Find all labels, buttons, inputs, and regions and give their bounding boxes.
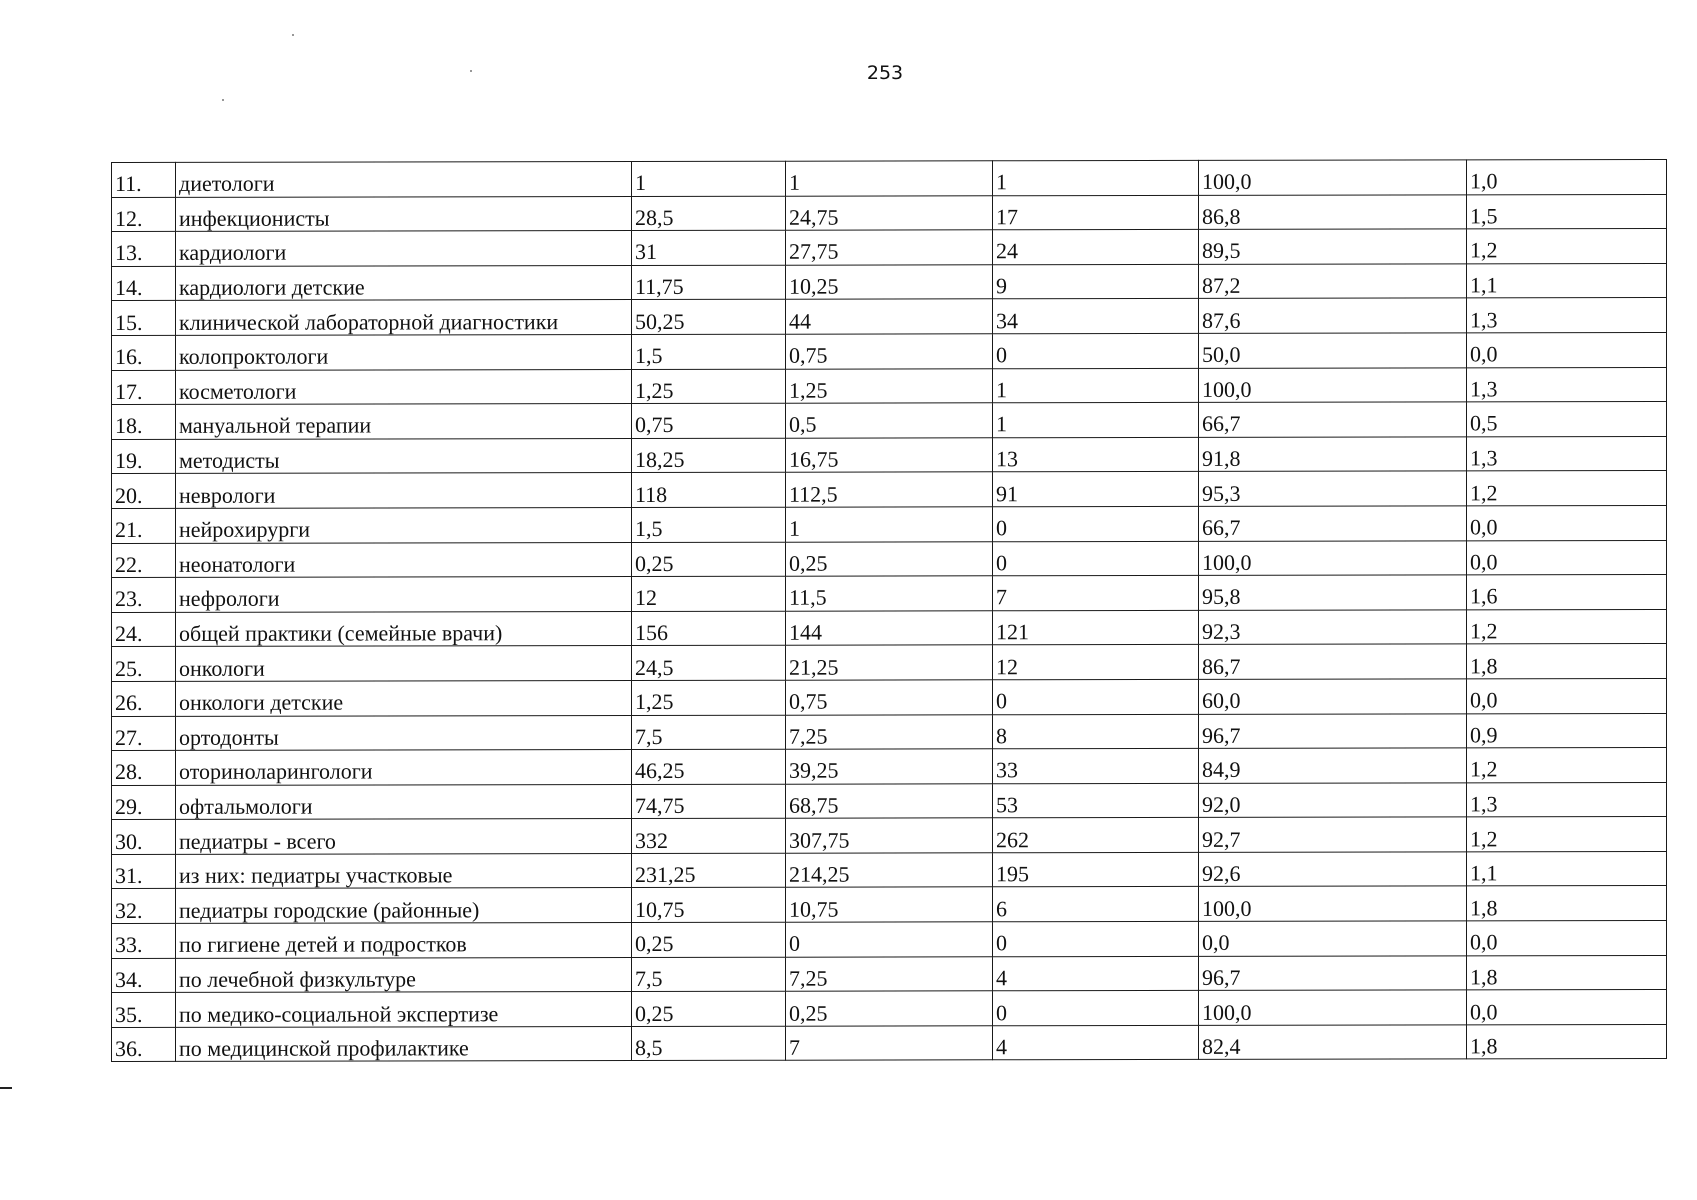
value-c-cell: 0 [993,679,1199,714]
value-d-cell: 91,8 [1199,437,1467,472]
value-b-cell: 112,5 [786,472,993,507]
row-number-cell: 17. [112,370,176,405]
row-number-cell: 22. [112,543,176,578]
specialty-name-cell: нефрологи [176,577,632,612]
table-row [112,955,1667,993]
value-b-cell: 307,75 [786,818,993,853]
value-e-cell: 1,2 [1467,471,1667,506]
table-row [112,678,1667,716]
table-row [112,609,1667,647]
value-a-cell: 118 [632,473,786,508]
value-c-cell: 0 [993,506,1199,541]
table-row [112,160,1667,198]
value-d-cell: 96,7 [1199,956,1467,991]
specialty-name-cell: неонатологи [176,542,632,577]
specialists-table [111,159,1667,1062]
value-a-cell: 31 [632,230,786,265]
value-d-cell: 66,7 [1199,402,1467,437]
specialty-name-cell: кардиологи [176,231,632,266]
value-c-cell: 33 [993,749,1199,784]
specialty-name-cell: по медицинской профилактике [176,1026,632,1061]
value-e-cell: 0,0 [1467,332,1667,367]
specialty-name-cell: педиатры городские (районные) [176,888,632,923]
specialty-name-cell: мануальной терапии [176,404,632,439]
value-b-cell: 11,5 [786,576,993,611]
value-d-cell: 100,0 [1199,367,1467,402]
value-b-cell: 39,25 [786,749,993,784]
value-b-cell: 214,25 [786,853,993,888]
value-e-cell: 0,0 [1467,990,1667,1025]
value-d-cell: 87,2 [1199,264,1467,299]
value-d-cell: 66,7 [1199,506,1467,541]
specialty-name-cell: клинической лабораторной диагностики [176,300,632,335]
row-number-cell: 36. [112,1027,176,1062]
value-e-cell: 1,0 [1467,160,1667,195]
specialty-name-cell: методисты [176,438,632,473]
row-number-cell: 32. [112,889,176,924]
value-b-cell: 10,75 [786,887,993,922]
scan-speck [470,70,472,72]
value-d-cell: 100,0 [1199,540,1467,575]
value-d-cell: 95,8 [1199,575,1467,610]
value-a-cell: 7,5 [632,957,786,992]
value-d-cell: 60,0 [1199,679,1467,714]
value-c-cell: 12 [993,645,1199,680]
row-number-cell: 30. [112,820,176,855]
value-e-cell: 1,5 [1467,194,1667,229]
value-e-cell: 1,2 [1467,609,1667,644]
value-a-cell: 1,25 [632,680,786,715]
value-b-cell: 0,5 [786,403,993,438]
value-d-cell: 100,0 [1199,160,1467,195]
value-a-cell: 50,25 [632,300,786,335]
value-c-cell: 4 [993,956,1199,991]
table-row [112,471,1667,509]
value-a-cell: 24,5 [632,646,786,681]
value-a-cell: 0,75 [632,403,786,438]
specialty-name-cell: ортодонты [176,715,632,750]
value-c-cell: 0 [993,991,1199,1026]
table-row [112,540,1667,578]
value-e-cell: 1,2 [1467,229,1667,264]
value-e-cell: 0,9 [1467,713,1667,748]
value-b-cell: 1 [786,507,993,542]
specialty-name-cell: по медико-социальной экспертизе [176,992,632,1027]
specialty-name-cell: нейрохирурги [176,507,632,542]
value-c-cell: 0 [993,541,1199,576]
row-number-cell: 33. [112,923,176,958]
table-row [112,229,1667,267]
value-c-cell: 17 [993,195,1199,230]
table-row [112,817,1667,855]
value-a-cell: 1,5 [632,507,786,542]
value-d-cell: 92,0 [1199,783,1467,818]
value-d-cell: 92,6 [1199,852,1467,887]
value-a-cell: 0,25 [632,922,786,957]
value-a-cell: 332 [632,818,786,853]
specialty-name-cell: педиатры - всего [176,819,632,854]
value-b-cell: 0,25 [786,541,993,576]
specialty-name-cell: инфекционисты [176,196,632,231]
specialty-name-cell: по лечебной физкультуре [176,957,632,992]
value-e-cell: 1,2 [1467,817,1667,852]
table-row [112,436,1667,474]
specialty-name-cell: диетологи [176,162,632,197]
value-c-cell: 4 [993,1025,1199,1060]
row-number-cell: 29. [112,785,176,820]
scan-edge-mark [0,1087,12,1089]
row-number-cell: 19. [112,439,176,474]
row-number-cell: 34. [112,958,176,993]
table-row [112,298,1667,336]
value-d-cell: 92,3 [1199,610,1467,645]
row-number-cell: 14. [112,266,176,301]
value-a-cell: 0,25 [632,542,786,577]
table-body [112,160,1667,1062]
value-d-cell: 0,0 [1199,921,1467,956]
value-c-cell: 1 [993,368,1199,403]
row-number-cell: 21. [112,508,176,543]
row-number-cell: 35. [112,993,176,1028]
value-e-cell: 0,0 [1467,921,1667,956]
table-row [112,990,1667,1028]
value-a-cell: 18,25 [632,438,786,473]
value-e-cell: 1,3 [1467,298,1667,333]
value-e-cell: 1,6 [1467,575,1667,610]
value-c-cell: 0 [993,921,1199,956]
value-e-cell: 1,1 [1467,263,1667,298]
specialty-name-cell: онкологи [176,646,632,681]
page-number: 253 [866,62,904,84]
row-number-cell: 28. [112,750,176,785]
value-e-cell: 1,8 [1467,644,1667,679]
value-b-cell: 44 [786,299,993,334]
value-c-cell: 121 [993,610,1199,645]
table-row [112,1024,1667,1062]
value-b-cell: 0 [786,922,993,957]
specialty-name-cell: колопроктологи [176,334,632,369]
table-row [112,748,1667,786]
value-b-cell: 0,75 [786,680,993,715]
value-d-cell: 100,0 [1199,990,1467,1025]
value-c-cell: 1 [993,403,1199,438]
value-a-cell: 0,25 [632,991,786,1026]
value-e-cell: 0,0 [1467,678,1667,713]
value-e-cell: 1,3 [1467,436,1667,471]
value-b-cell: 7,25 [786,714,993,749]
value-b-cell: 0,25 [786,991,993,1026]
value-b-cell: 27,75 [786,230,993,265]
value-d-cell: 50,0 [1199,333,1467,368]
value-d-cell: 95,3 [1199,471,1467,506]
specialty-name-cell: онкологи детские [176,680,632,715]
value-b-cell: 68,75 [786,783,993,818]
value-d-cell: 86,7 [1199,644,1467,679]
value-d-cell: 92,7 [1199,817,1467,852]
table-row [112,367,1667,405]
value-c-cell: 34 [993,299,1199,334]
specialty-name-cell: по гигиене детей и подростков [176,923,632,958]
value-b-cell: 1,25 [786,368,993,403]
value-e-cell: 1,8 [1467,955,1667,990]
row-number-cell: 12. [112,197,176,232]
value-a-cell: 231,25 [632,853,786,888]
value-b-cell: 1 [786,161,993,196]
value-c-cell: 13 [993,437,1199,472]
specialty-name-cell: косметологи [176,369,632,404]
value-c-cell: 91 [993,472,1199,507]
value-b-cell: 0,75 [786,334,993,369]
value-c-cell: 1 [993,160,1199,195]
table-row [112,263,1667,301]
value-e-cell: 0,5 [1467,402,1667,437]
row-number-cell: 31. [112,854,176,889]
value-a-cell: 46,25 [632,749,786,784]
value-d-cell: 87,6 [1199,298,1467,333]
specialty-name-cell: из них: педиатры участковые [176,853,632,888]
value-e-cell: 0,0 [1467,540,1667,575]
value-d-cell: 100,0 [1199,886,1467,921]
table-row [112,194,1667,232]
row-number-cell: 11. [112,162,176,197]
value-d-cell: 89,5 [1199,229,1467,264]
row-number-cell: 27. [112,716,176,751]
value-b-cell: 10,25 [786,265,993,300]
value-c-cell: 262 [993,818,1199,853]
value-c-cell: 195 [993,852,1199,887]
specialty-name-cell: кардиологи детские [176,265,632,300]
specialists-table-container [111,159,1666,1062]
value-e-cell: 1,3 [1467,367,1667,402]
specialty-name-cell: общей практики (семейные врачи) [176,611,632,646]
value-e-cell: 1,2 [1467,748,1667,783]
scan-speck [292,34,294,36]
table-row [112,575,1667,613]
value-c-cell: 8 [993,714,1199,749]
table-row [112,713,1667,751]
value-a-cell: 1,5 [632,334,786,369]
value-e-cell: 0,0 [1467,505,1667,540]
value-a-cell: 74,75 [632,784,786,819]
value-b-cell: 16,75 [786,438,993,473]
table-row [112,886,1667,924]
row-number-cell: 18. [112,405,176,440]
value-d-cell: 84,9 [1199,748,1467,783]
row-number-cell: 20. [112,474,176,509]
value-a-cell: 1,25 [632,369,786,404]
value-b-cell: 7 [786,1026,993,1061]
value-d-cell: 82,4 [1199,1025,1467,1060]
value-a-cell: 7,5 [632,715,786,750]
value-a-cell: 8,5 [632,1026,786,1061]
table-row [112,332,1667,370]
value-b-cell: 21,25 [786,645,993,680]
value-c-cell: 6 [993,887,1199,922]
row-number-cell: 24. [112,612,176,647]
value-d-cell: 96,7 [1199,713,1467,748]
value-c-cell: 9 [993,264,1199,299]
value-a-cell: 12 [632,576,786,611]
row-number-cell: 25. [112,647,176,682]
table-row [112,921,1667,959]
value-c-cell: 53 [993,783,1199,818]
value-b-cell: 7,25 [786,956,993,991]
value-e-cell: 1,8 [1467,886,1667,921]
scan-speck [222,99,224,101]
row-number-cell: 13. [112,232,176,267]
table-row [112,782,1667,820]
value-a-cell: 156 [632,611,786,646]
row-number-cell: 16. [112,335,176,370]
specialty-name-cell: офтальмологи [176,784,632,819]
row-number-cell: 26. [112,681,176,716]
value-e-cell: 1,1 [1467,851,1667,886]
value-c-cell: 7 [993,576,1199,611]
specialty-name-cell: неврологи [176,473,632,508]
value-a-cell: 28,5 [632,196,786,231]
value-a-cell: 10,75 [632,888,786,923]
table-row [112,505,1667,543]
value-a-cell: 11,75 [632,265,786,300]
table-row [112,851,1667,889]
table-row [112,644,1667,682]
value-e-cell: 1,8 [1467,1024,1667,1059]
value-a-cell: 1 [632,161,786,196]
value-d-cell: 86,8 [1199,194,1467,229]
table-row [112,402,1667,440]
value-e-cell: 1,3 [1467,782,1667,817]
row-number-cell: 23. [112,578,176,613]
specialty-name-cell: оториноларингологи [176,750,632,785]
row-number-cell: 15. [112,301,176,336]
value-c-cell: 0 [993,333,1199,368]
value-b-cell: 144 [786,611,993,646]
value-b-cell: 24,75 [786,195,993,230]
value-c-cell: 24 [993,230,1199,265]
